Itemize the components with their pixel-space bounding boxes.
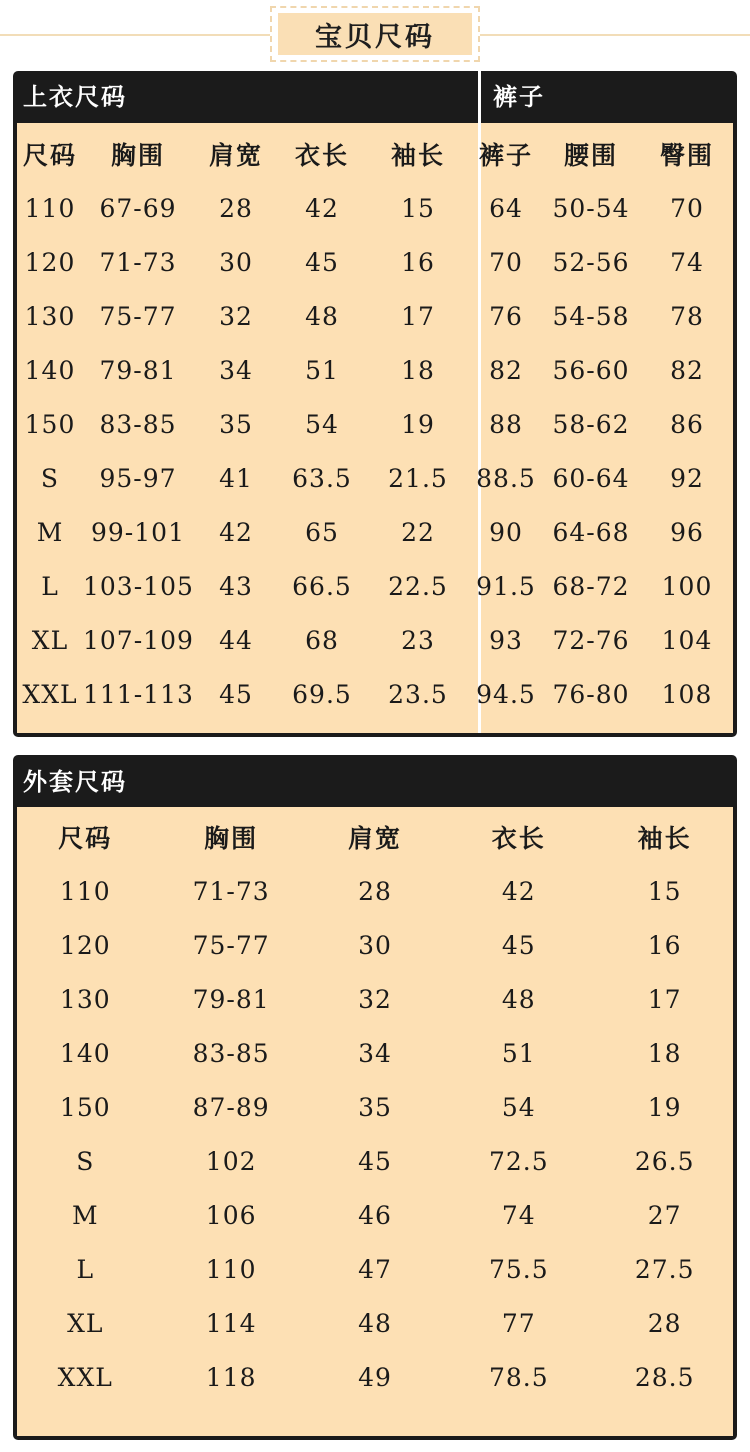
table-cell: 75.5 [488,1254,549,1284]
table-cell: 18 [647,1038,682,1068]
size-label-cell: M [71,1200,99,1230]
table-cell: 92 [670,463,704,493]
table-cell: 41 [219,463,253,493]
table-cell: 28 [647,1308,682,1338]
table-cell: 66.5 [292,571,352,601]
table-cell: 54 [501,1092,536,1122]
table-cell: 68 [305,625,339,655]
table-cell: 42 [501,876,536,906]
size-label-cell: L [41,571,59,601]
table-cell: 35 [219,409,253,439]
table-cell: 88 [489,409,523,439]
size-label-cell: 130 [24,301,76,331]
table-cell: 74 [501,1200,536,1230]
size-label-cell: 130 [59,984,111,1014]
table-cell: 54 [305,409,339,439]
table-cell: 64 [489,193,523,223]
table-cell: 21.5 [388,463,448,493]
table-cell: 48 [501,984,536,1014]
size-label-cell: S [40,463,60,493]
table-cell: 19 [647,1092,682,1122]
table-cell: 28.5 [634,1362,695,1392]
size-label-cell: 110 [24,193,76,223]
table-cell: 99-101 [91,517,185,547]
table-cell: 43 [219,571,253,601]
table-cell: 68-72 [552,571,630,601]
table-row [17,864,733,918]
table-row [17,289,733,343]
table-row [17,667,733,721]
table-cell: 103-105 [83,571,194,601]
table-cell: 30 [358,930,392,960]
coat-table-header-row [17,810,733,864]
table-cell: 18 [401,355,435,385]
top-size-title: 上衣尺码 [23,82,127,111]
size-label-cell: M [36,517,64,547]
table-cell: 102 [205,1146,257,1176]
table-cell: 15 [647,876,682,906]
table-cell: 110 [205,1254,257,1284]
table-cell: 51 [305,355,339,385]
table-cell: 34 [219,355,253,385]
column-header: 尺码 [22,141,77,170]
table-row [17,918,733,972]
size-label-cell: XL [31,625,69,655]
table-cell: 75-77 [99,301,177,331]
table-cell: 76 [489,301,523,331]
table-cell: 23.5 [388,679,448,709]
table-row [17,397,733,451]
table-cell: 28 [358,876,392,906]
table-cell: 22.5 [388,571,448,601]
table-cell: 45 [501,930,536,960]
size-label-cell: 140 [59,1038,111,1068]
table-cell: 47 [358,1254,392,1284]
table-cell: 65 [305,517,339,547]
column-header: 袖长 [637,824,692,853]
size-label-cell: 110 [59,876,111,906]
table-cell: 58-62 [552,409,630,439]
table-cell: 35 [358,1092,392,1122]
table-cell: 118 [205,1362,257,1392]
table-cell: 42 [305,193,339,223]
table-cell: 74 [670,247,704,277]
table-cell: 45 [219,679,253,709]
table-cell: 111-113 [83,679,194,709]
column-header: 袖长 [390,141,445,170]
table-cell: 76-80 [552,679,630,709]
table-cell: 63.5 [292,463,352,493]
header-banner [270,6,480,62]
table-cell: 46 [358,1200,392,1230]
table-cell: 82 [670,355,704,385]
table-row [17,343,733,397]
table-cell: 48 [358,1308,392,1338]
table-cell: 93 [489,625,523,655]
table-cell: 52-56 [552,247,630,277]
table-cell: 71-73 [99,247,177,277]
table-cell: 75-77 [192,930,270,960]
table-cell: 60-64 [552,463,630,493]
table-cell: 50-54 [552,193,630,223]
size-label-cell: XXL [22,679,78,709]
coat-size-title: 外套尺码 [23,767,127,796]
table-cell: 28 [219,193,253,223]
table-cell: 64-68 [552,517,630,547]
table-row [17,451,733,505]
table-cell: 114 [205,1308,257,1338]
column-header: 肩宽 [347,824,402,853]
table-cell: 70 [670,193,704,223]
table-row [17,1350,733,1404]
table-cell: 49 [358,1362,392,1392]
table-cell: 72-76 [552,625,630,655]
table-row [17,1080,733,1134]
coat-size-table [17,810,733,1404]
table-cell: 77 [501,1308,536,1338]
table-row [17,972,733,1026]
table-cell: 95-97 [99,463,177,493]
table-cell: 69.5 [292,679,352,709]
table-cell: 42 [219,517,253,547]
table-cell: 67-69 [99,193,177,223]
table-cell: 70 [489,247,523,277]
size-label-cell: 150 [24,409,76,439]
table-row [17,505,733,559]
table-row [17,1242,733,1296]
table-cell: 91.5 [476,571,536,601]
size-label-cell: 120 [59,930,111,960]
table-row [17,1134,733,1188]
column-header: 胸围 [204,824,259,853]
column-header: 裤子 [478,141,533,170]
table-cell: 54-58 [552,301,630,331]
table-cell: 16 [401,247,435,277]
table-cell: 16 [647,930,682,960]
size-label-cell: 140 [24,355,76,385]
table-cell: 78 [670,301,704,331]
size-label-cell: 150 [59,1092,111,1122]
table-cell: 26.5 [634,1146,695,1176]
table-cell: 100 [661,571,713,601]
table-row [17,559,733,613]
top-table-header-row [17,127,733,181]
table-cell: 44 [219,625,253,655]
table-cell: 17 [647,984,682,1014]
table-cell: 88.5 [476,463,536,493]
table-cell: 107-109 [83,625,194,655]
column-header: 衣长 [491,824,546,853]
size-label-cell: S [76,1146,95,1176]
table-cell: 30 [219,247,253,277]
size-label-cell: XXL [57,1362,113,1392]
table-cell: 83-85 [192,1038,270,1068]
table-cell: 45 [305,247,339,277]
table-cell: 32 [219,301,253,331]
top-size-table [17,127,733,721]
table-row [17,235,733,289]
table-cell: 87-89 [192,1092,270,1122]
table-cell: 17 [401,301,435,331]
table-row [17,1296,733,1350]
column-header: 胸围 [110,141,165,170]
size-label-cell: 120 [24,247,76,277]
table-cell: 56-60 [552,355,630,385]
table-cell: 94.5 [476,679,536,709]
table-cell: 15 [401,193,435,223]
table-cell: 79-81 [192,984,270,1014]
pants-size-title: 裤子 [493,82,545,111]
table-cell: 23 [401,625,435,655]
column-header: 臀围 [659,141,714,170]
top-size-panel [13,71,737,737]
table-cell: 90 [489,517,523,547]
table-cell: 51 [501,1038,536,1068]
table-cell: 34 [358,1038,392,1068]
table-cell: 106 [205,1200,257,1230]
size-label-cell: L [76,1254,95,1284]
table-cell: 19 [401,409,435,439]
column-header: 肩宽 [208,141,263,170]
table-cell: 104 [661,625,713,655]
column-header: 腰围 [563,141,618,170]
table-cell: 108 [661,679,713,709]
page-title: 宝贝尺码 [278,13,472,55]
table-cell: 27.5 [634,1254,695,1284]
table-cell: 79-81 [99,355,177,385]
table-row [17,1026,733,1080]
table-cell: 32 [358,984,392,1014]
table-cell: 45 [358,1146,392,1176]
table-cell: 27 [647,1200,682,1230]
size-label-cell: XL [67,1308,104,1338]
header-rule-right [478,34,750,36]
table-cell: 22 [401,517,435,547]
table-cell: 71-73 [192,876,270,906]
header-rule-left [0,34,272,36]
table-cell: 78.5 [488,1362,549,1392]
table-cell: 72.5 [488,1146,549,1176]
table-cell: 48 [305,301,339,331]
table-cell: 96 [670,517,704,547]
table-row [17,613,733,667]
table-cell: 86 [670,409,704,439]
column-header: 尺码 [58,824,113,853]
coat-size-panel [13,755,737,1440]
table-row [17,181,733,235]
column-header: 衣长 [294,141,349,170]
table-row [17,1188,733,1242]
table-cell: 83-85 [99,409,177,439]
table-cell: 82 [489,355,523,385]
